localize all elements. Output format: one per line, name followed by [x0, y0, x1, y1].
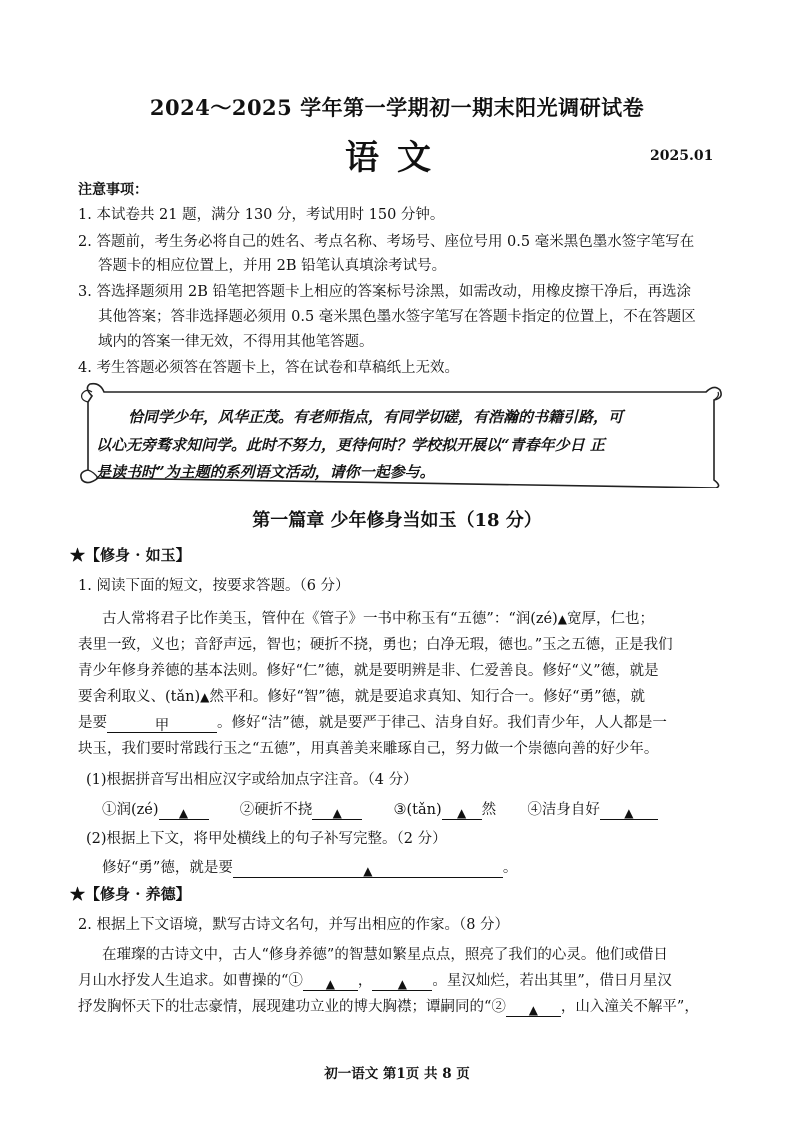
passage-line: 表里一致，义也；音舒声远，智也；硬折不挠，勇也；白净无瑕，德也。”玉之五德，正是我们: [78, 637, 673, 653]
section-heading: ★【修身 · 养德】: [70, 885, 191, 903]
sub-question: (2)根据上下文，将甲处横线上的句子补写完整。（2 分）: [86, 831, 447, 847]
passage-line: 是要 甲 。修好“洁”德，就是要严于律己、洁身自好。我们青少年，人人都是一: [78, 715, 667, 734]
sub2-answer-row: 修好“勇”德，就是要 ▲ 。: [102, 860, 518, 878]
answer-blank[interactable]: ▲: [159, 803, 209, 820]
question-title: 2. 根据上下文语境，默写古诗文名句，并写出相应的作家。（8 分）: [78, 917, 510, 933]
passage-line: 古人常将君子比作美玉，管仲在《管子》一书中称玉有“五德”：“润(zé)▲宽厚，仁也；: [102, 611, 655, 627]
chapter-title: 第一篇章 少年修身当如玉（18 分）: [252, 510, 542, 531]
passage-line: 块玉，我们要时常践行玉之“五德”，用真善美来雕琢自己，努力做一个崇德向善的好少年。: [78, 741, 659, 757]
subject-title: 语文: [345, 138, 449, 178]
answer-blank[interactable]: ▲: [506, 1000, 561, 1017]
passage-line: 青少年修身养德的基本法则。修好“仁”德，就是要明辨是非、仁爱善良。修好“义”德，就是: [78, 663, 659, 679]
intro-line: 以心无旁骛求知问学。此时不努力，更待何时？学校拟开展以“青春年少日 正: [96, 436, 605, 454]
exam-date: 2025.01: [650, 148, 714, 164]
intro-line: 恰同学少年，风华正茂。有老师指点，有同学切磋，有浩瀚的书籍引路，可: [128, 408, 624, 426]
passage-line: 月山水抒发人生追求。如曹操的“① ▲ ， ▲ 。星汉灿烂，若出其里”，借日月星汉: [78, 973, 672, 991]
section-heading: ★【修身 · 如玉】: [70, 546, 191, 564]
page-footer: 初一语文 第1页 共 8 页: [324, 1066, 470, 1082]
passage-line: 在璀璨的古诗文中，古人“修身养德”的智慧如繁星点点，照亮了我们的心灵。他们或借日: [102, 947, 668, 963]
answer-blank[interactable]: ▲: [233, 861, 503, 878]
answer-blanks-row: ①润(zé) ▲ ②硬折不挠 ▲ ③(tǎn) ▲ 然 ④洁身自好 ▲: [102, 800, 658, 820]
answer-blank[interactable]: ▲: [600, 803, 658, 820]
notice-heading: 注意事项：: [78, 182, 148, 198]
answer-blank[interactable]: ▲: [442, 803, 482, 820]
exam-title: 2024～2025 学年第一学期初一期末阳光调研试卷: [149, 95, 645, 120]
notice-item: 3. 答选择题须用 2B 铅笔把答题卡上相应的答案标号涂黑，如需改动，用橡皮擦干净后，再选涂: [78, 284, 692, 300]
passage-line: 要舍利取义、(tǎn)▲然平和。修好“智”德，就是要追求真知、知行合一。修好“勇”德，就: [78, 689, 646, 705]
answer-blank[interactable]: ▲: [312, 803, 362, 820]
jia-blank[interactable]: 甲: [107, 716, 217, 733]
blank-mark: ▲: [557, 612, 568, 626]
passage-line: 抒发胸怀天下的壮志豪情，展现建功立业的博大胸襟；谭嗣同的“② ▲ ，山入潼关不解平”，: [78, 999, 699, 1017]
notice-item: 2. 答题前，考生务必将自己的姓名、考点名称、考场号、座位号用 0.5 毫米黑色墨水签字笔写在: [78, 234, 695, 250]
notice-item: 4. 考生答题必须答在答题卡上，答在试卷和草稿纸上无效。: [78, 360, 459, 376]
notice-item: 其他答案；答非选择题必须用 0.5 毫米黑色墨水签字笔写在答题卡指定的位置上，不在答题区: [98, 309, 696, 325]
notice-item: 答题卡的相应位置上，并用 2B 铅笔认真填涂考试号。: [98, 258, 447, 274]
sub-question: (1)根据拼音写出相应汉字或给加点字注音。（4 分）: [86, 772, 418, 788]
answer-blank[interactable]: ▲: [303, 974, 358, 991]
intro-line: 是读书时”为主题的系列语文活动，请你一起参与。: [96, 463, 435, 481]
notice-item: 1. 本试卷共 21 题，满分 130 分，考试用时 150 分钟。: [78, 207, 445, 223]
answer-blank[interactable]: ▲: [372, 974, 432, 991]
blank-mark: ▲: [200, 690, 210, 704]
question-title: 1. 阅读下面的短文，按要求答题。（6 分）: [78, 578, 350, 594]
notice-item: 域内的答案一律无效，不得用其他笔答题。: [98, 334, 374, 350]
